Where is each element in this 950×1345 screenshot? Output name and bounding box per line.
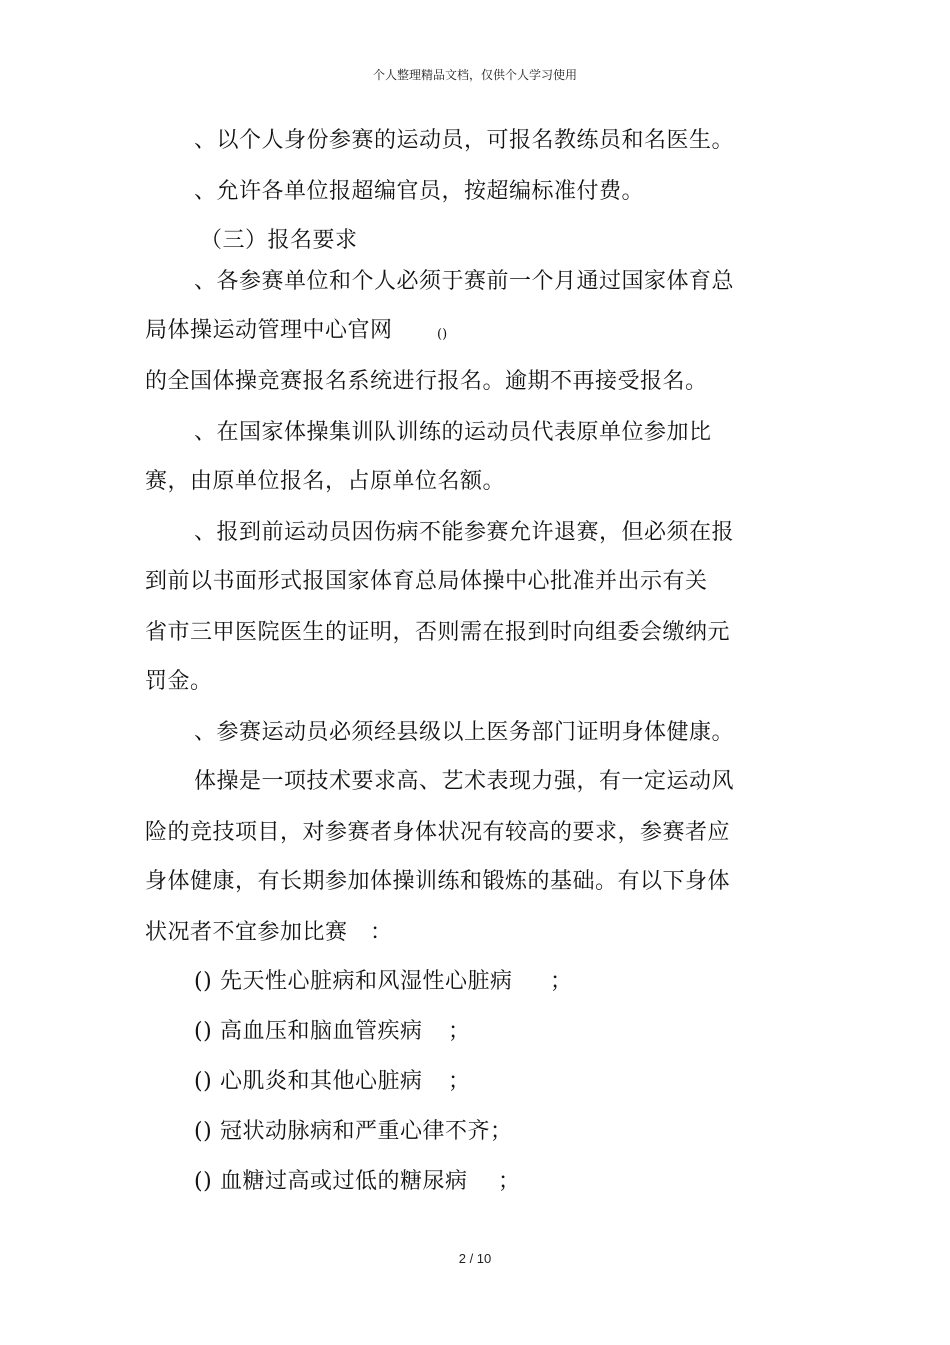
paragraph-line: 赛，由原单位报名，占原单位名额。 bbox=[145, 469, 506, 494]
paragraph-line: 罚金。 bbox=[145, 669, 213, 694]
page-header: 个人整理精品文档，仅供个人学习使用 bbox=[372, 68, 577, 82]
list-item: 冠状动脉病和严重心律不齐； bbox=[220, 1119, 513, 1144]
list-item-marker: () bbox=[194, 1169, 213, 1194]
list-item-marker: () bbox=[194, 1069, 213, 1094]
page-number: 2 / 10 bbox=[458, 1251, 492, 1266]
paragraph-line: 、在国家体操集训队训练的运动员代表原单位参加比 bbox=[194, 420, 712, 445]
paragraph-line: 、允许各单位报超编官员，按超编标准付费。 bbox=[194, 179, 645, 204]
paragraph-line: 、各参赛单位和个人必须于赛前一个月通过国家体育总 bbox=[194, 269, 735, 294]
list-item: 心肌炎和其他心脏病 bbox=[220, 1069, 423, 1094]
paragraph-line: 状况者不宜参加比赛 bbox=[145, 920, 348, 945]
list-item-marker: () bbox=[194, 969, 213, 994]
paragraph-line: 、以个人身份参赛的运动员，可报名教练员和名医生。 bbox=[194, 128, 735, 153]
paragraph-line: 省市三甲医院医生的证明，否则需在报到时向组委会缴纳元 bbox=[145, 620, 731, 645]
paragraph-line: 到前以书面形式报国家体育总局体操中心批准并出示有关 bbox=[145, 569, 708, 594]
list-item: 血糖过高或过低的糖尿病 bbox=[220, 1169, 468, 1194]
paragraph-line: 身体健康，有长期参加体操训练和锻炼的基础。有以下身体 bbox=[145, 869, 731, 894]
list-item-end: ； bbox=[550, 969, 573, 994]
colon-mark: ： bbox=[370, 920, 393, 945]
list-item: 高血压和脑血管疾病 bbox=[220, 1019, 423, 1044]
website-link[interactable]: () bbox=[437, 327, 448, 342]
paragraph-line: 、报到前运动员因伤病不能参赛允许退赛，但必须在报 bbox=[194, 520, 735, 545]
list-item-end: ； bbox=[448, 1019, 471, 1044]
list-item-marker: () bbox=[194, 1019, 213, 1044]
paragraph-line: 局体操运动管理中心官网 bbox=[145, 318, 393, 343]
paragraph-line: 险的竞技项目，对参赛者身体状况有较高的要求，参赛者应 bbox=[145, 820, 731, 845]
paragraph-line: 的全国体操竞赛报名系统进行报名。逾期不再接受报名。 bbox=[145, 369, 708, 394]
list-item-marker: () bbox=[194, 1119, 213, 1144]
paragraph-line: 体操是一项技术要求高、艺术表现力强，有一定运动风 bbox=[194, 769, 735, 794]
paragraph-line: 、参赛运动员必须经县级以上医务部门证明身体健康。 bbox=[194, 720, 735, 745]
list-item-end: ； bbox=[448, 1069, 471, 1094]
section-heading: （三）报名要求 bbox=[200, 228, 358, 253]
list-item-end: ； bbox=[498, 1169, 521, 1194]
list-item: 先天性心脏病和风湿性心脏病 bbox=[220, 969, 513, 994]
